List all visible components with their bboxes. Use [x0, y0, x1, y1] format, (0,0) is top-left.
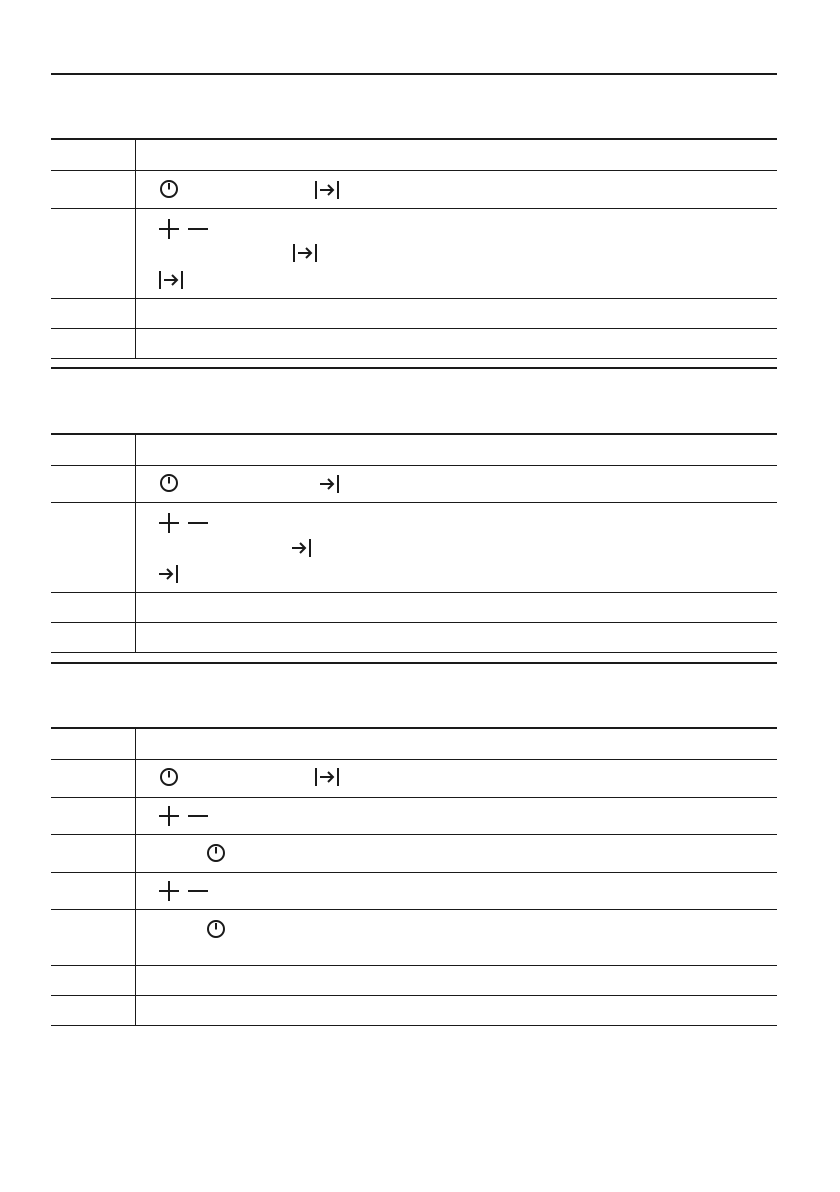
arrow-to-bar-icon: [157, 563, 179, 585]
section-2-table: [51, 433, 777, 653]
table-row: [51, 208, 777, 298]
table-row: [51, 909, 777, 965]
table-header-row: [51, 433, 777, 465]
description-cell: [135, 996, 777, 1025]
plus-icon: [159, 881, 179, 901]
table-header-row: [51, 727, 777, 759]
arrow-to-bar-icon: [292, 242, 318, 264]
plus-icon: [159, 806, 179, 826]
minus-icon: [188, 806, 208, 826]
description-cell: [135, 729, 777, 759]
step-cell: [51, 171, 136, 208]
arrow-to-bar-icon: [158, 269, 184, 291]
description-cell: [135, 171, 777, 208]
table-row: [51, 328, 777, 358]
step-cell: [51, 623, 136, 652]
step-cell: [51, 503, 136, 592]
table-row: [51, 502, 777, 592]
plus-icon: [159, 219, 179, 239]
description-cell: [135, 835, 777, 872]
arrow-to-bar-icon: [318, 473, 340, 495]
step-cell: [51, 798, 136, 834]
table-row: [51, 797, 777, 834]
step-cell: [51, 729, 136, 759]
step-cell: [51, 435, 136, 465]
clock-icon: [159, 179, 179, 199]
table-row: [51, 465, 777, 502]
step-cell: [51, 593, 136, 622]
step-cell: [51, 209, 136, 298]
description-cell: [135, 593, 777, 622]
step-cell: [51, 996, 136, 1025]
step-cell: [51, 329, 136, 358]
description-cell: [135, 623, 777, 652]
description-cell: [135, 873, 777, 909]
clock-icon: [159, 473, 179, 493]
description-cell: [135, 798, 777, 834]
clock-icon: [206, 843, 226, 863]
step-cell: [51, 966, 136, 995]
table-row: [51, 759, 777, 797]
step-cell: [51, 835, 136, 872]
description-cell: [135, 299, 777, 328]
clock-icon: [159, 767, 179, 787]
step-cell: [51, 466, 136, 502]
table-end-rule: [51, 1025, 777, 1026]
table-row: [51, 872, 777, 909]
arrow-to-bar-icon: [314, 179, 340, 201]
section-1-rule: [51, 73, 777, 75]
minus-icon: [188, 881, 208, 901]
description-cell: [135, 329, 777, 358]
arrow-to-bar-icon: [290, 537, 312, 559]
step-cell: [51, 873, 136, 909]
table-row: [51, 995, 777, 1025]
table-end-rule: [51, 652, 777, 653]
plus-icon: [159, 513, 179, 533]
arrow-to-bar-icon: [314, 766, 340, 788]
table-header-row: [51, 138, 777, 170]
description-cell: [135, 966, 777, 995]
table-row: [51, 170, 777, 208]
description-cell: [135, 466, 777, 502]
table-end-rule: [51, 358, 777, 359]
minus-icon: [188, 219, 208, 239]
table-row: [51, 965, 777, 995]
minus-icon: [188, 513, 208, 533]
description-cell: [135, 503, 777, 592]
step-cell: [51, 760, 136, 797]
clock-icon: [206, 919, 226, 939]
description-cell: [135, 435, 777, 465]
description-cell: [135, 760, 777, 797]
section-1-table: [51, 138, 777, 359]
table-row: [51, 592, 777, 622]
section-3-rule: [51, 662, 777, 664]
section-3-table: [51, 727, 777, 1026]
table-row: [51, 622, 777, 652]
description-cell: [135, 209, 777, 298]
step-cell: [51, 140, 136, 170]
description-cell: [135, 140, 777, 170]
table-row: [51, 834, 777, 872]
table-row: [51, 298, 777, 328]
step-cell: [51, 299, 136, 328]
section-2-rule: [51, 367, 777, 369]
step-cell: [51, 910, 136, 965]
description-cell: [135, 910, 777, 965]
